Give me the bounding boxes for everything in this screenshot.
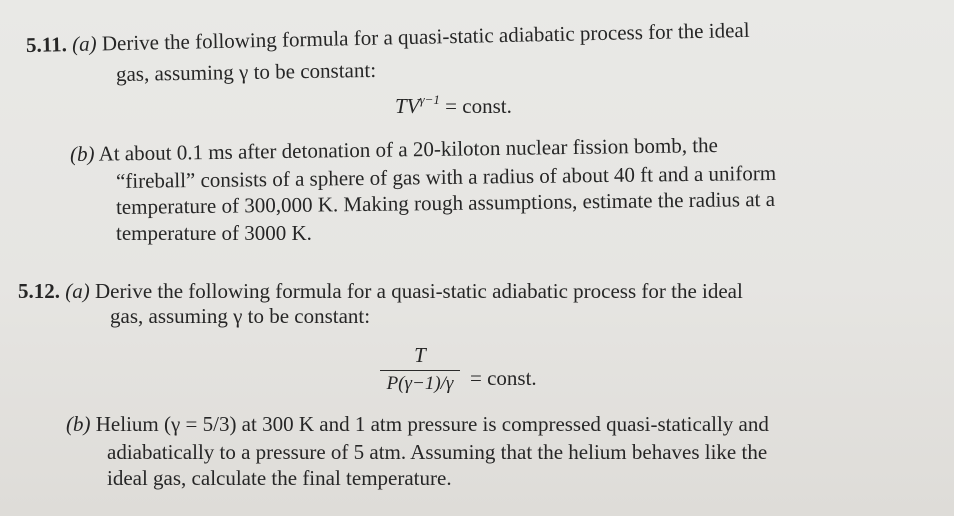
problem-5-11-b-line-1	[70, 133, 718, 166]
problem-number: 5.11.	[25, 32, 68, 57]
problem-5-11-a-line-1	[26, 18, 750, 57]
part-label: (a)	[65, 279, 90, 303]
formula-exponent: γ−1	[419, 92, 440, 107]
part-label: (a)	[71, 31, 97, 57]
fraction-denominator: P(γ−1)/γ	[386, 373, 454, 394]
fraction-numerator: T	[414, 343, 426, 367]
problem-5-11-b-line-3: temperature of 300,000 K. Making rough assumptions, estimate the radius at a	[115, 186, 776, 219]
formula-rhs: = const.	[439, 94, 512, 118]
problem-5-12-b-line-2: adiabatically to a pressure of 5 atm. Assuming that the helium behaves like the	[107, 440, 768, 464]
part-label: (b)	[69, 141, 95, 166]
part-label: (b)	[66, 412, 91, 436]
fraction-bar	[380, 370, 460, 371]
problem-text: At about 0.1 ms after detonation of a 20-kiloton nuclear fission bomb, the	[98, 132, 719, 166]
problem-text: Derive the following formula for a quasi-static adiabatic process for the ideal	[95, 279, 743, 303]
formula-rhs: = const.	[470, 366, 537, 390]
problem-text: Derive the following formula for a quasi-static adiabatic process for the ideal	[101, 17, 750, 56]
problem-5-11-b-line-4: temperature of 3000 K.	[116, 221, 312, 245]
problem-5-12-a-line-1	[18, 279, 743, 303]
problem-5-12-b-line-1	[66, 412, 769, 436]
problem-5-12-b-line-3: ideal gas, calculate the final temperature.	[107, 466, 452, 490]
formula-lhs: TV	[395, 94, 420, 118]
fraction-t-over-p	[380, 343, 460, 395]
problem-5-11-b-line-2: “fireball” consists of a sphere of gas with a radius of about 40 ft and a uniform	[115, 160, 777, 193]
problem-number: 5.12.	[18, 279, 60, 303]
formula-tv-gamma	[395, 92, 512, 119]
problem-text: Helium (γ = 5/3) at 300 K and 1 atm pressure is compressed quasi-statically and	[95, 412, 769, 436]
problem-5-11-a-line-2: gas, assuming γ to be constant:	[115, 57, 377, 86]
problem-5-12-a-line-2: gas, assuming γ to be constant:	[110, 304, 371, 328]
